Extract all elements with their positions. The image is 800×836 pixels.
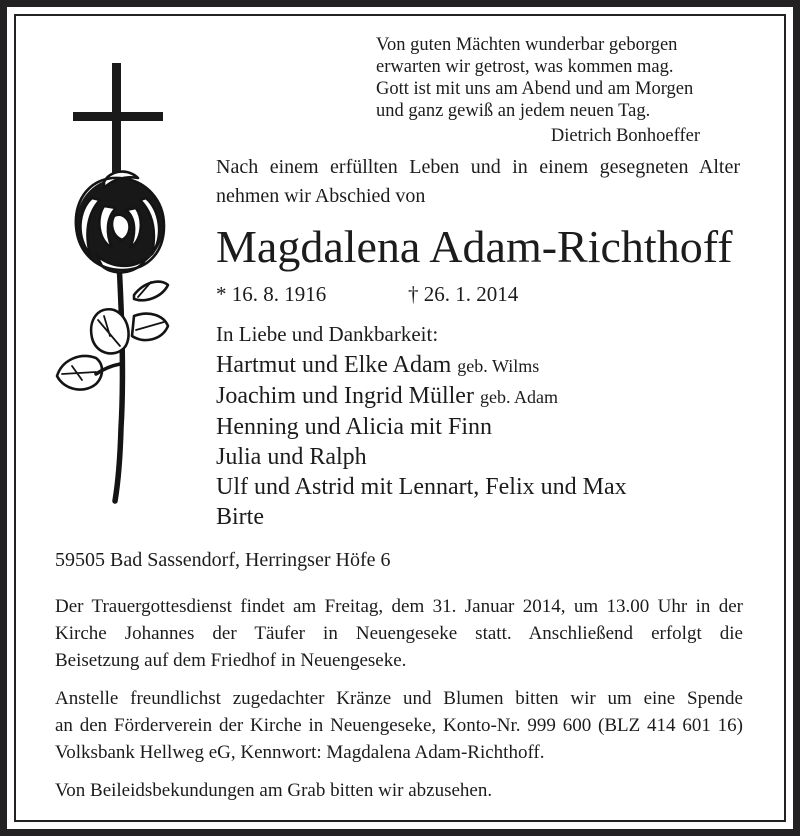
family-member-name: Julia und Ralph [216, 444, 367, 470]
birth-date: * 16. 8. 1916 [216, 282, 327, 306]
donation-line: Volksbank Hellweg eG, Kennwort: Magdalena Adam-Richthoff. [55, 742, 545, 763]
cross-and-rose-icon [52, 58, 184, 508]
address-line: 59505 Bad Sassendorf, Herringser Höfe 6 [55, 549, 391, 571]
quote-line: und ganz gewiß an jedem neuen Tag. [376, 101, 651, 121]
life-dates [216, 282, 740, 307]
service-line: Der Trauergottesdienst findet am Freitag, dem 31. Januar 2014, um 13.00 Uhr in der [55, 596, 743, 617]
family-member [216, 502, 746, 532]
gratitude-line: In Liebe und Dankbarkeit: [216, 322, 439, 346]
service-line: Kirche Johannes der Täufer in Neuengeseke statt. Anschließend erfolgt die [55, 623, 743, 644]
service-line: Beisetzung auf dem Friedhof in Neuengeseke. [55, 650, 407, 671]
donation-paragraph [55, 685, 743, 766]
obituary-inner-frame [14, 14, 786, 822]
family-member [216, 412, 746, 442]
maiden-name: geb. Adam [479, 387, 558, 407]
family-member [216, 442, 746, 472]
family-member-name: Joachim und Ingrid Müller [216, 383, 474, 409]
service-paragraph [55, 593, 743, 674]
rose-icon [57, 172, 168, 501]
intro-line: nehmen wir Abschied von [216, 185, 426, 207]
quote-line: erwarten wir getrost, was kommen mag. [376, 57, 674, 77]
donation-line: Anstelle freundlichst zugedachter Kränze und Blumen bitten wir um eine Spende [55, 688, 743, 709]
maiden-name: geb. Wilms [457, 356, 540, 376]
quote-line: Von guten Mächten wunderbar geborgen [376, 35, 678, 55]
family-member-name: Hartmut und Elke Adam [216, 352, 452, 378]
family-member [216, 350, 746, 381]
death-date: † 26. 1. 2014 [408, 282, 519, 306]
family-member-name: Birte [216, 504, 264, 530]
family-member-name: Henning und Alicia mit Finn [216, 414, 492, 440]
family-member [216, 472, 746, 502]
closing-line: Von Beileidsbekundungen am Grab bitten wir abzusehen. [55, 780, 493, 801]
donation-line: an den Förderverein der Kirche in Neuengeseke, Konto-Nr. 999 600 (BLZ 414 601 16) [55, 715, 743, 736]
family-member [216, 381, 746, 412]
family-member-name: Ulf und Astrid mit Lennart, Felix und Max [216, 474, 627, 500]
quote-block [376, 34, 706, 147]
quote-line: Gott ist mit uns am Abend und am Morgen [376, 79, 694, 99]
family-list [216, 350, 746, 532]
intro-line: Nach einem erfüllten Leben und in einem gesegneten Alter [216, 156, 740, 178]
intro-paragraph [216, 153, 740, 211]
deceased-name: Magdalena Adam-Richthoff [216, 221, 733, 272]
quote-attribution: Dietrich Bonhoeffer [550, 126, 700, 146]
